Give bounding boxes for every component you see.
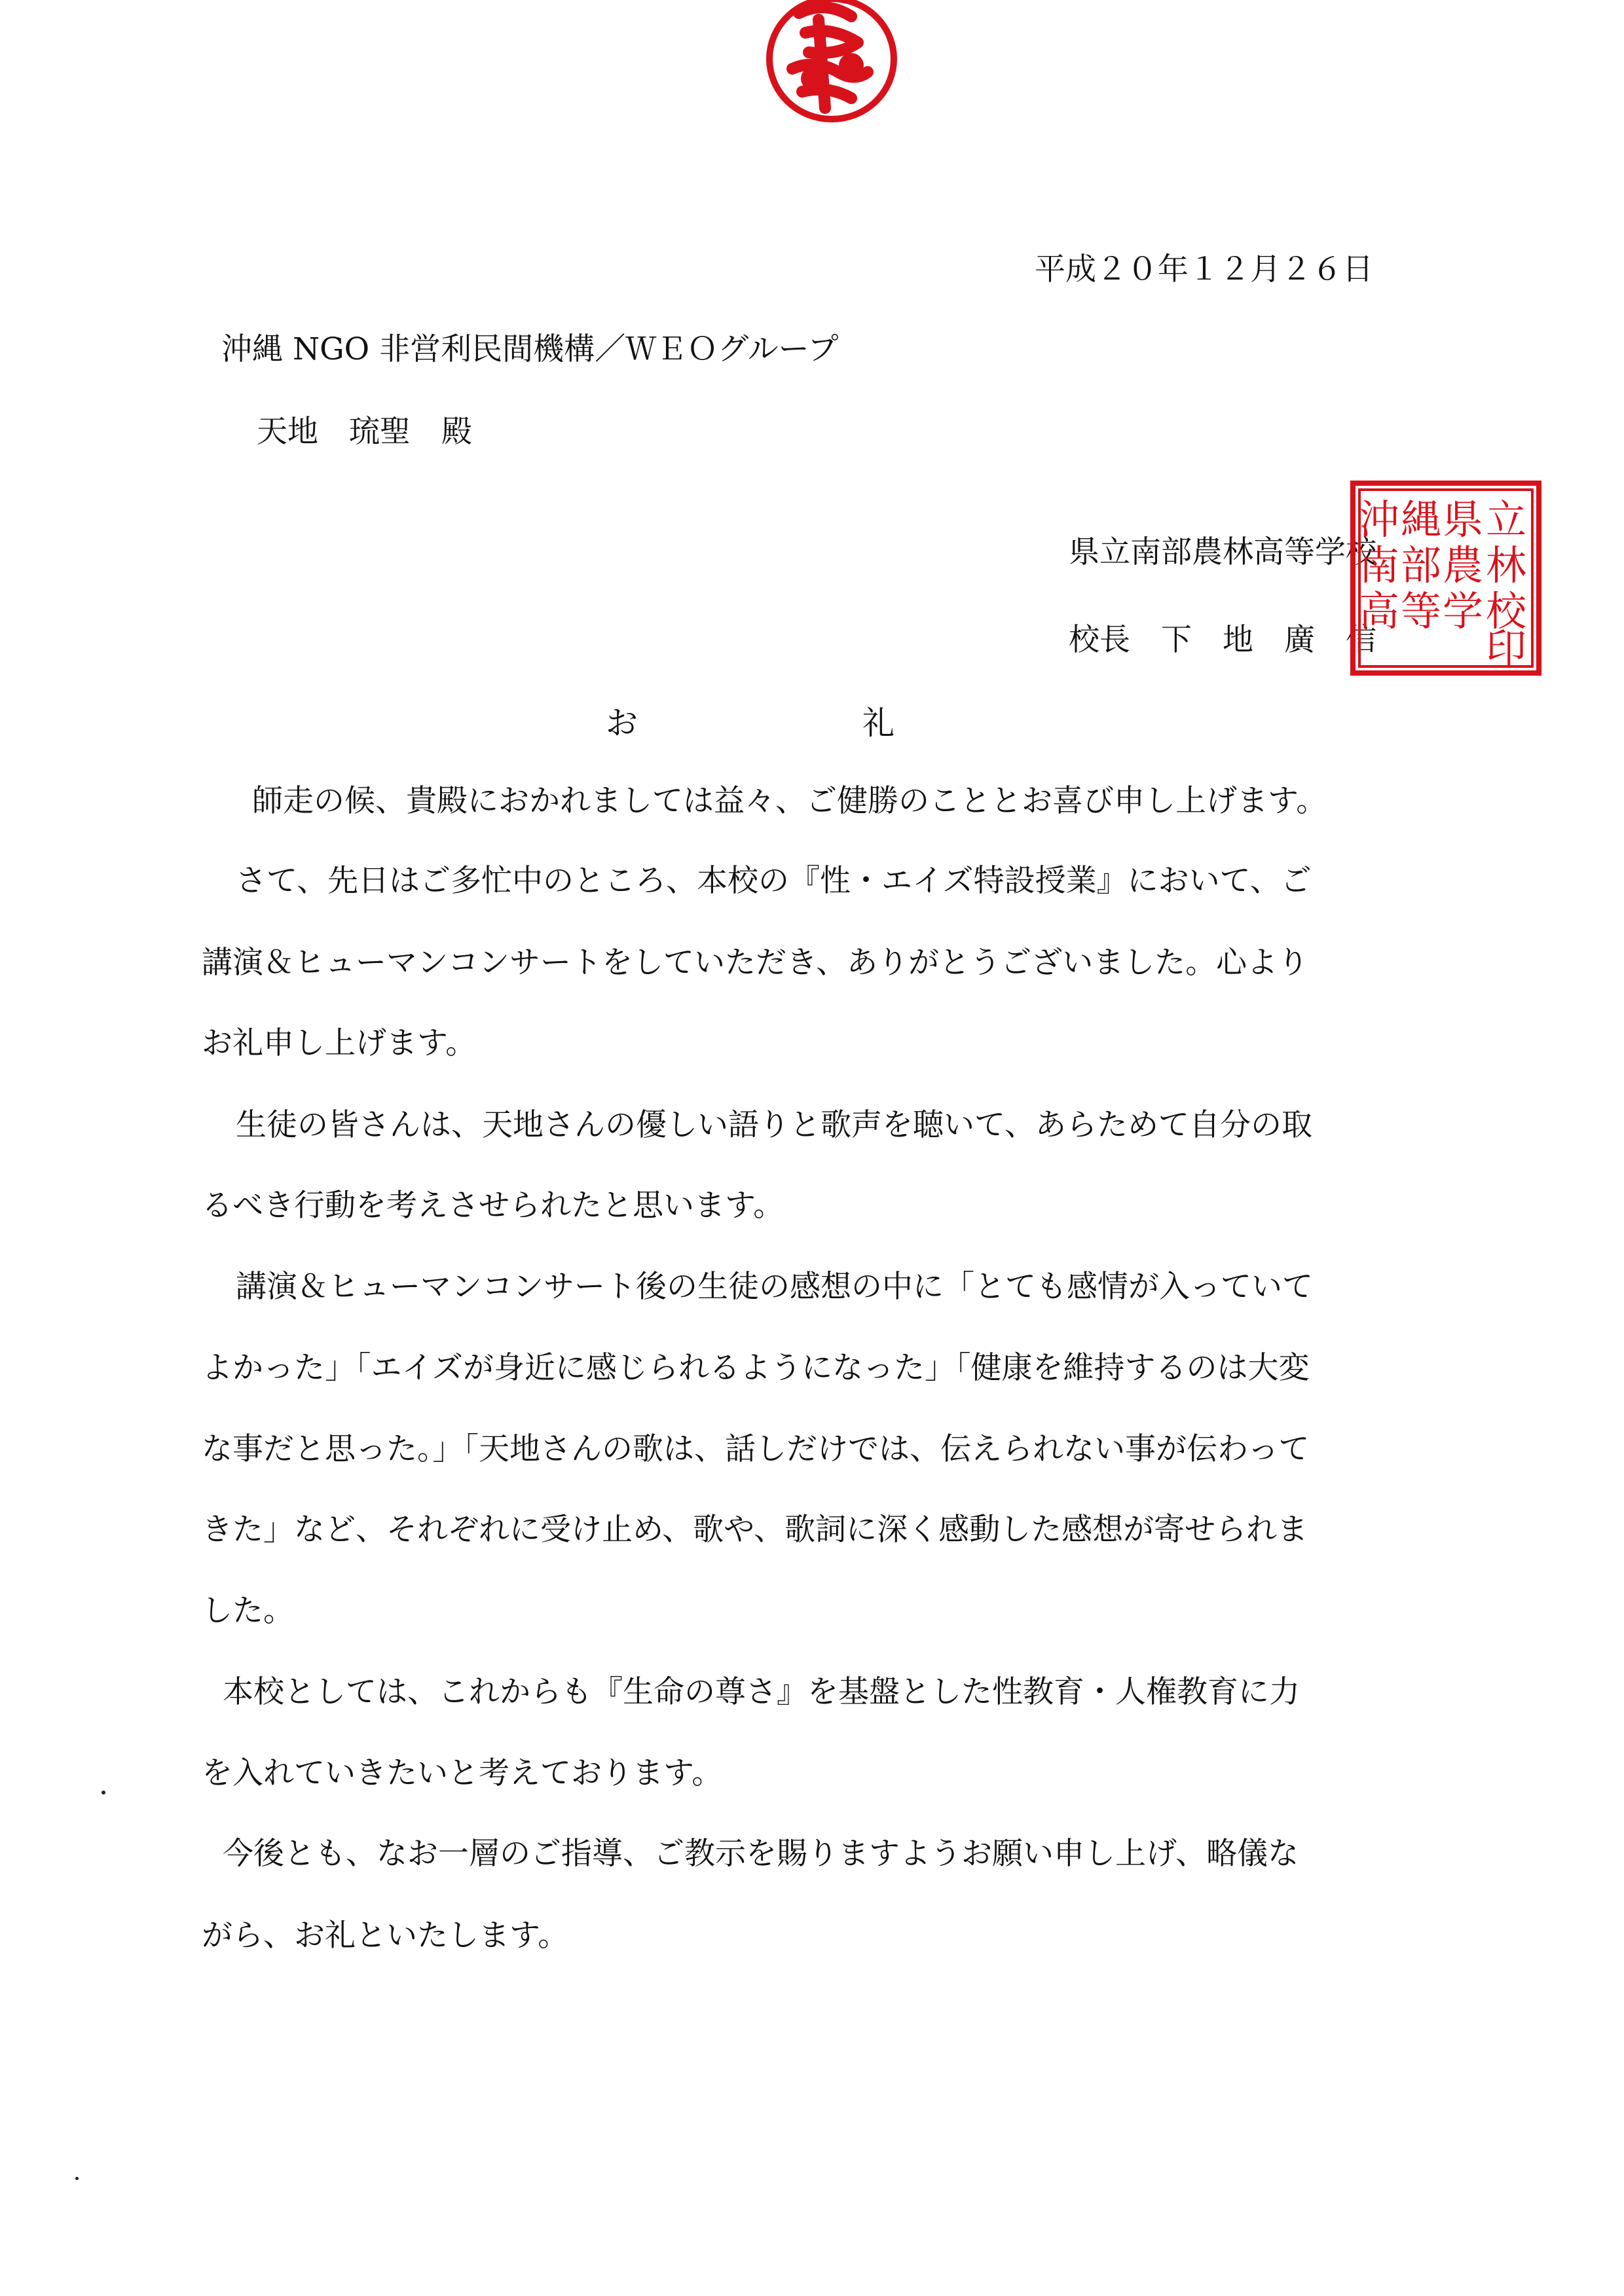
svg-text:林: 林 xyxy=(1485,541,1527,589)
svg-text:縄: 縄 xyxy=(1400,496,1442,543)
svg-text:立: 立 xyxy=(1485,496,1527,543)
svg-text:農: 農 xyxy=(1442,541,1484,589)
svg-text:南: 南 xyxy=(1358,541,1400,589)
scan-speck xyxy=(75,2177,79,2180)
sender-school: 県立南部農林高等学校 xyxy=(1069,534,1376,570)
body-line: 講演＆ヒューマンコンサート後の生徒の感想の中に「とても感情が入っていて xyxy=(236,1269,1313,1305)
body-line: 今後とも、なお一層のご指導、ご教示を賜りますようお願い申し上げ、略儀な xyxy=(223,1836,1299,1872)
body-line: な事だと思った。」「天地さんの歌は、話しだけでは、伝えられない事が伝わって xyxy=(202,1431,1310,1467)
svg-text:等: 等 xyxy=(1400,587,1442,635)
body-line: きた」など、それぞれに受け止め、歌や、歌詞に深く感動した感想が寄せられま xyxy=(202,1512,1308,1548)
body-line: 師走の候、貴殿におかれましては益々、ご健勝のこととお喜び申し上げます。 xyxy=(252,783,1327,819)
body-line: を入れていきたいと考えております。 xyxy=(202,1755,723,1791)
recipient-name: 天地 琉聖 殿 xyxy=(257,414,472,450)
svg-text:学: 学 xyxy=(1442,587,1484,635)
body-line: お礼申し上げます。 xyxy=(202,1025,477,1061)
body-line: よかった」「エイズが身近に感じられるようになった」「健康を維持するのは大変 xyxy=(202,1350,1310,1386)
svg-text:県: 県 xyxy=(1442,496,1484,543)
sender-principal: 校長 下 地 廣 信 xyxy=(1069,622,1376,658)
svg-text:高: 高 xyxy=(1358,587,1400,635)
body-line: がら、お礼といたします。 xyxy=(202,1918,569,1954)
body-line: 生徒の皆さんは、天地さんの優しい語りと歌声を聴いて、あらためて自分の取 xyxy=(236,1107,1313,1143)
body-line: した。 xyxy=(202,1593,294,1629)
svg-text:沖: 沖 xyxy=(1358,496,1400,543)
body-line: 本校としては、これからも『生命の尊さ』を基盤とした性教育・人権教育に力 xyxy=(223,1674,1300,1710)
body-line: さて、先日はご多忙中のところ、本校の『性・エイズ特設授業』において、ご xyxy=(236,863,1312,899)
svg-text:校: 校 xyxy=(1485,587,1527,635)
seal-stamp-top xyxy=(753,0,910,124)
school-seal-stamp xyxy=(1348,478,1544,678)
svg-text:印: 印 xyxy=(1485,625,1527,672)
letter-title: お 礼 xyxy=(606,704,895,742)
letter-date: 平成２０年１２月２６日 xyxy=(1035,251,1373,287)
body-line: るべき行動を考えさせられたと思います。 xyxy=(202,1188,784,1224)
body-line: 講演＆ヒューマンコンサートをしていただき、ありがとうございました。心より xyxy=(202,945,1309,981)
svg-text:部: 部 xyxy=(1400,541,1442,589)
recipient-organization: 沖縄 NGO 非営利民間機構／ＷＥＯグループ xyxy=(221,331,839,367)
scan-speck xyxy=(101,1791,105,1795)
